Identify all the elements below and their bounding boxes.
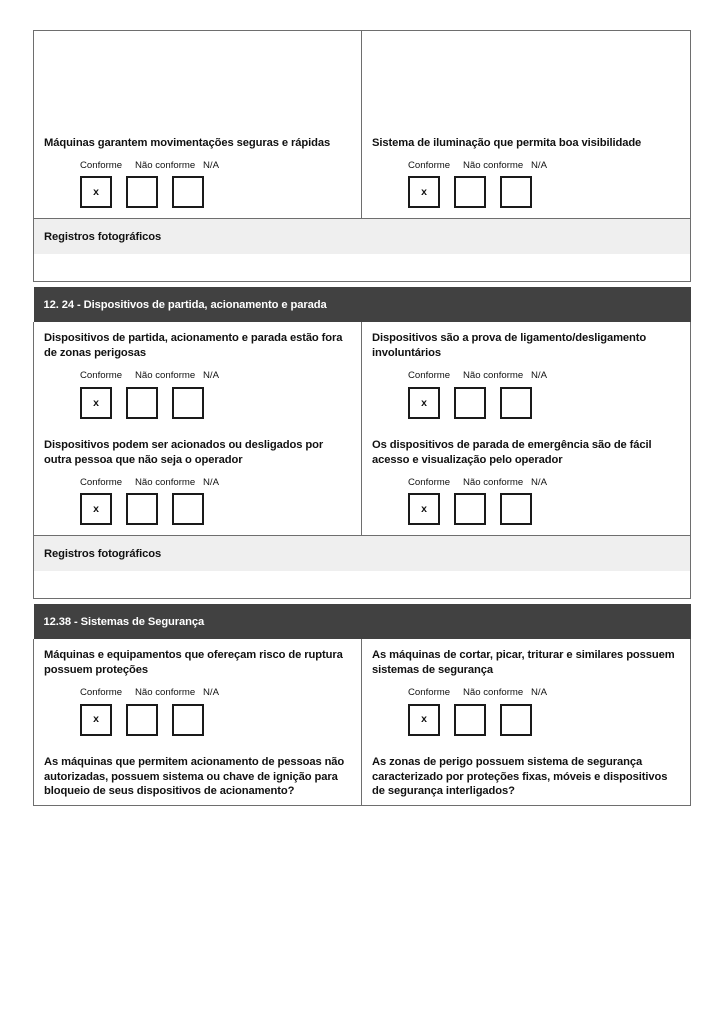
question-cell <box>362 746 691 806</box>
question-text: As máquinas que permitem acionamento de pessoas não autorizadas, possuem sistema ou chave de ignição para bloqueio de seus dispositivos de acionamento? <box>44 755 345 798</box>
checkbox-row <box>80 387 351 419</box>
section-title: 12.38 - Sistemas de Segurança <box>43 616 205 629</box>
question-cell <box>362 31 691 219</box>
photo-record-dropzone[interactable] <box>34 254 691 281</box>
section-title: 12. 24 - Dispositivos de partida, acionamento e parada <box>43 299 327 312</box>
label-nao-conforme: Não conforme <box>135 159 196 171</box>
question-text: Dispositivos são a prova de ligamento/desligamento involuntários <box>372 332 647 360</box>
label-na: N/A <box>203 476 219 488</box>
question-text: Máquinas garantem movimentações seguras e rápidas <box>44 137 331 149</box>
label-na: N/A <box>531 370 547 382</box>
question-cell <box>34 322 362 428</box>
question-cell <box>362 429 691 536</box>
answer-labels <box>408 478 680 488</box>
label-conforme: Conforme <box>408 159 451 171</box>
checkbox-nao-conforme[interactable] <box>454 704 486 736</box>
question-text: Dispositivos podem ser acionados ou desligados por outra pessoa que não seja o operador <box>44 438 324 466</box>
checkbox-na[interactable] <box>172 493 204 525</box>
photo-record-band <box>34 219 691 255</box>
section-header-cell <box>34 604 691 639</box>
checkbox-conforme[interactable]: x <box>80 704 112 736</box>
label-conforme: Conforme <box>408 370 451 382</box>
question-text: Dispositivos de partida, acionamento e parada estão fora de zonas perigosas <box>44 332 343 360</box>
answer-group <box>80 371 351 419</box>
answer-labels <box>80 688 351 698</box>
label-na: N/A <box>531 687 547 699</box>
question-text: As máquinas de cortar, picar, triturar e similares possuem sistemas de segurança <box>372 649 675 677</box>
label-na: N/A <box>203 159 219 171</box>
question-row <box>34 639 691 745</box>
label-nao-conforme: Não conforme <box>463 370 524 382</box>
question-text: As zonas de perigo possuem sistema de segurança caracterizado por proteções fixas, móveis e dispositivos de segurança interligados? <box>372 755 668 798</box>
section-header-cell <box>34 287 691 322</box>
answer-labels <box>408 161 680 171</box>
label-conforme: Conforme <box>80 687 123 699</box>
checkbox-na[interactable] <box>172 387 204 419</box>
checkbox-nao-conforme[interactable] <box>126 176 158 208</box>
checkbox-row <box>80 704 351 736</box>
answer-group <box>408 478 680 526</box>
checkbox-na[interactable] <box>500 387 532 419</box>
question-text: Sistema de iluminação que permita boa visibilidade <box>372 137 642 149</box>
label-conforme: Conforme <box>80 159 123 171</box>
label-nao-conforme: Não conforme <box>463 476 524 488</box>
photo-record-cell <box>34 219 691 255</box>
checkbox-nao-conforme[interactable] <box>454 176 486 208</box>
photo-record-band <box>34 536 691 572</box>
label-conforme: Conforme <box>408 476 451 488</box>
checkbox-row <box>80 176 351 208</box>
label-conforme: Conforme <box>80 370 123 382</box>
checkbox-na[interactable] <box>172 704 204 736</box>
checkbox-conforme[interactable]: x <box>408 704 440 736</box>
answer-group <box>408 161 680 209</box>
checkbox-nao-conforme[interactable] <box>454 493 486 525</box>
question-cell <box>362 639 691 745</box>
answer-labels <box>408 371 680 381</box>
checkbox-conforme[interactable]: x <box>80 176 112 208</box>
section-header <box>34 604 691 639</box>
checkbox-na[interactable] <box>172 176 204 208</box>
checklist-table <box>33 30 691 806</box>
label-nao-conforme: Não conforme <box>135 370 196 382</box>
question-cell <box>362 322 691 428</box>
checkbox-nao-conforme[interactable] <box>126 704 158 736</box>
question-cell <box>34 429 362 536</box>
question-row <box>34 429 691 536</box>
checkbox-row <box>408 493 680 525</box>
photo-record-empty-row <box>34 571 691 598</box>
label-na: N/A <box>203 687 219 699</box>
checkbox-na[interactable] <box>500 493 532 525</box>
answer-labels <box>408 688 680 698</box>
answer-group <box>80 161 351 209</box>
answer-labels <box>80 478 351 488</box>
checkbox-nao-conforme[interactable] <box>126 493 158 525</box>
question-row <box>34 746 691 806</box>
label-nao-conforme: Não conforme <box>135 687 196 699</box>
checkbox-conforme[interactable]: x <box>408 493 440 525</box>
answer-group <box>408 688 680 736</box>
checkbox-na[interactable] <box>500 176 532 208</box>
photo-record-label: Registros fotográficos <box>44 231 162 244</box>
checkbox-conforme[interactable]: x <box>80 387 112 419</box>
question-cell <box>34 746 362 806</box>
answer-group <box>80 478 351 526</box>
label-na: N/A <box>203 370 219 382</box>
answer-labels <box>80 161 351 171</box>
section-header <box>34 287 691 322</box>
checkbox-nao-conforme[interactable] <box>454 387 486 419</box>
answer-labels <box>80 371 351 381</box>
checkbox-row <box>408 387 680 419</box>
checkbox-conforme[interactable]: x <box>80 493 112 525</box>
photo-record-empty-row <box>34 254 691 281</box>
label-nao-conforme: Não conforme <box>135 476 196 488</box>
question-cell <box>34 31 362 219</box>
checkbox-row <box>408 704 680 736</box>
label-na: N/A <box>531 159 547 171</box>
checkbox-nao-conforme[interactable] <box>126 387 158 419</box>
label-conforme: Conforme <box>408 687 451 699</box>
checkbox-conforme[interactable]: x <box>408 387 440 419</box>
question-text: Máquinas e equipamentos que ofereçam risco de ruptura possuem proteções <box>44 649 343 677</box>
photo-record-label: Registros fotográficos <box>44 548 162 561</box>
answer-group <box>408 371 680 419</box>
cell-spacer <box>372 40 680 136</box>
question-row <box>34 322 691 428</box>
cell-spacer <box>44 40 351 136</box>
checkbox-row <box>408 176 680 208</box>
label-na: N/A <box>531 476 547 488</box>
photo-record-dropzone[interactable] <box>34 571 691 598</box>
label-conforme: Conforme <box>80 476 123 488</box>
question-row <box>34 31 691 219</box>
checkbox-na[interactable] <box>500 704 532 736</box>
answer-group <box>80 688 351 736</box>
photo-record-cell <box>34 536 691 572</box>
checkbox-conforme[interactable]: x <box>408 176 440 208</box>
label-nao-conforme: Não conforme <box>463 159 524 171</box>
question-cell <box>34 639 362 745</box>
checkbox-row <box>80 493 351 525</box>
question-text: Os dispositivos de parada de emergência são de fácil acesso e visualização pelo operador <box>372 438 652 466</box>
label-nao-conforme: Não conforme <box>463 687 524 699</box>
